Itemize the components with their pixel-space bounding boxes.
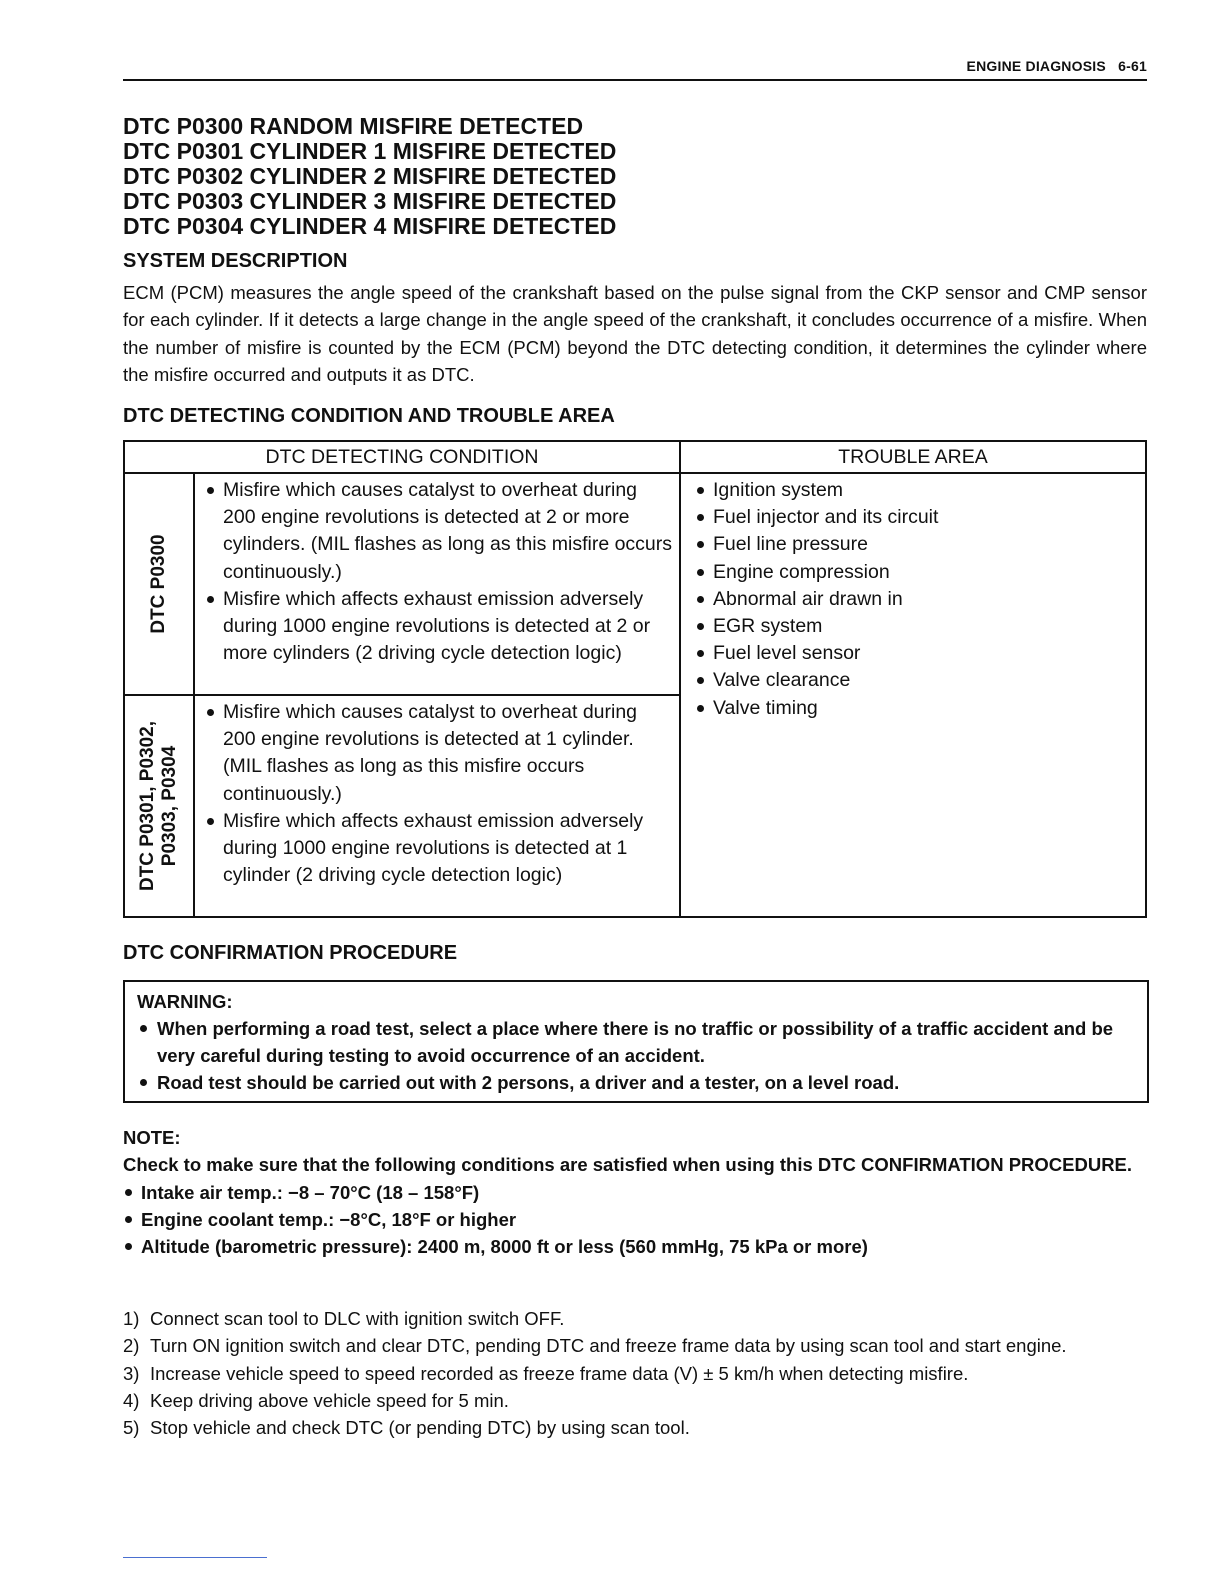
table-header-row (124, 441, 1146, 473)
list-item: Fuel level sensor (695, 640, 1139, 667)
list-item: Engine compression (695, 559, 1139, 586)
list-item: Misfire which affects exhaust emission adversely during 1000 engine revolutions is detected at 1 cylinder (2 driving cycle detection logic) (205, 808, 673, 890)
list-item: Misfire which causes catalyst to overheat during 200 engine revolutions is detected at 1 cylinder. (MIL flashes as long as this misfire occurs continuously.) (205, 699, 673, 808)
procedure-steps (123, 1305, 1153, 1441)
code-label-p0300: DTC P0300 (148, 534, 169, 634)
code-label-p0301-p0304: DTC P0301, P0302, P0303, P0304 (137, 720, 180, 892)
section-name: ENGINE DIAGNOSIS (966, 58, 1106, 74)
detecting-heading: DTC DETECTING CONDITION AND TROUBLE AREA (123, 405, 615, 427)
note-block (123, 1124, 1147, 1260)
list-item: Ignition system (695, 477, 1139, 504)
list-item: Intake air temp.: −8 – 70°C (18 – 158°F) (123, 1179, 1147, 1206)
table-row-p0300 (124, 473, 1146, 695)
step-item: 4) Keep driving above vehicle speed for 5 min. (123, 1389, 509, 1411)
confirmation-heading: DTC CONFIRMATION PROCEDURE (123, 942, 458, 964)
system-description-heading: SYSTEM DESCRIPTION (123, 250, 348, 272)
page-number: 6-61 (1118, 58, 1147, 74)
condition-cell-p0301-p0304 (194, 695, 680, 917)
trouble-area-cell (680, 473, 1146, 917)
list-item: Misfire which causes catalyst to overheat during 200 engine revolutions is detected at 2 or more cylinders. (MIL flashes as long as this misfire occurs continuously.) (205, 477, 673, 586)
system-description-text: ECM (PCM) measures the angle speed of the crankshaft based on the pulse signal from the CKP sensor and CMP sensor for each cylinder. If it detects a large change in the angle speed of the crankshaft, it concludes occurrence of a misfire. When the number of misfire is counted by the ECM (PCM) beyond the DTC detecting condition, it determines the cylinder where the misfire occurred and outputs it as DTC. (123, 282, 1147, 385)
list-item: When performing a road test, select a place where there is no traffic or possibility of a traffic accident and be very careful during testing to avoid occurrence of an accident. (137, 1015, 1137, 1069)
list-item: Valve clearance (695, 667, 1139, 694)
step-item: 3) Increase vehicle speed to speed recorded as freeze frame data (V) ± 5 km/h when detecting misfire. (123, 1362, 969, 1384)
title-p0300: DTC P0300 RANDOM MISFIRE DETECTED (123, 113, 584, 139)
step-item: 5) Stop vehicle and check DTC (or pending DTC) by using scan tool. (123, 1417, 690, 1439)
note-title: NOTE: (123, 1127, 181, 1148)
list-item: Altitude (barometric pressure): 2400 m, 8000 ft or less (560 mmHg, 75 kPa or more) (123, 1233, 1147, 1260)
title-p0302: DTC P0302 CYLINDER 2 MISFIRE DETECTED (123, 163, 617, 189)
step-item: 2) Turn ON ignition switch and clear DTC, pending DTC and freeze frame data by using scan tool and start engine. (123, 1335, 1067, 1357)
col-header-condition: DTC DETECTING CONDITION (124, 441, 680, 473)
title-p0303: DTC P0303 CYLINDER 3 MISFIRE DETECTED (123, 188, 617, 214)
title-p0304: DTC P0304 CYLINDER 4 MISFIRE DETECTED (123, 213, 617, 239)
step-item: 1) Connect scan tool to DLC with ignition switch OFF. (123, 1308, 565, 1329)
running-header (967, 58, 1147, 74)
dtc-title-block (123, 114, 616, 239)
list-item: Abnormal air drawn in (695, 586, 1139, 613)
col-header-trouble: TROUBLE AREA (680, 441, 1146, 473)
list-item: Fuel line pressure (695, 531, 1139, 558)
title-p0301: DTC P0301 CYLINDER 1 MISFIRE DETECTED (123, 138, 617, 164)
condition-cell-p0300 (194, 473, 680, 695)
list-item: Engine coolant temp.: −8°C, 18°F or higher (123, 1206, 1147, 1233)
header-rule (123, 79, 1147, 81)
footer-divider (123, 1557, 267, 1558)
list-item: Fuel injector and its circuit (695, 504, 1139, 531)
code-cell-p0300 (124, 473, 194, 695)
warning-box (123, 980, 1149, 1103)
warning-title: WARNING: (137, 991, 233, 1012)
note-intro: Check to make sure that the following conditions are satisfied when using this DTC CONFIRMATION PROCEDURE. (123, 1154, 1133, 1176)
list-item: Valve timing (695, 695, 1139, 722)
code-cell-p0301-p0304 (124, 695, 194, 917)
dtc-condition-table (123, 440, 1147, 918)
list-item: Misfire which affects exhaust emission adversely during 1000 engine revolutions is detected at 2 or more cylinders (2 driving cycle detection logic) (205, 586, 673, 668)
list-item: Road test should be carried out with 2 persons, a driver and a tester, on a level road. (137, 1069, 1137, 1096)
list-item: EGR system (695, 613, 1139, 640)
